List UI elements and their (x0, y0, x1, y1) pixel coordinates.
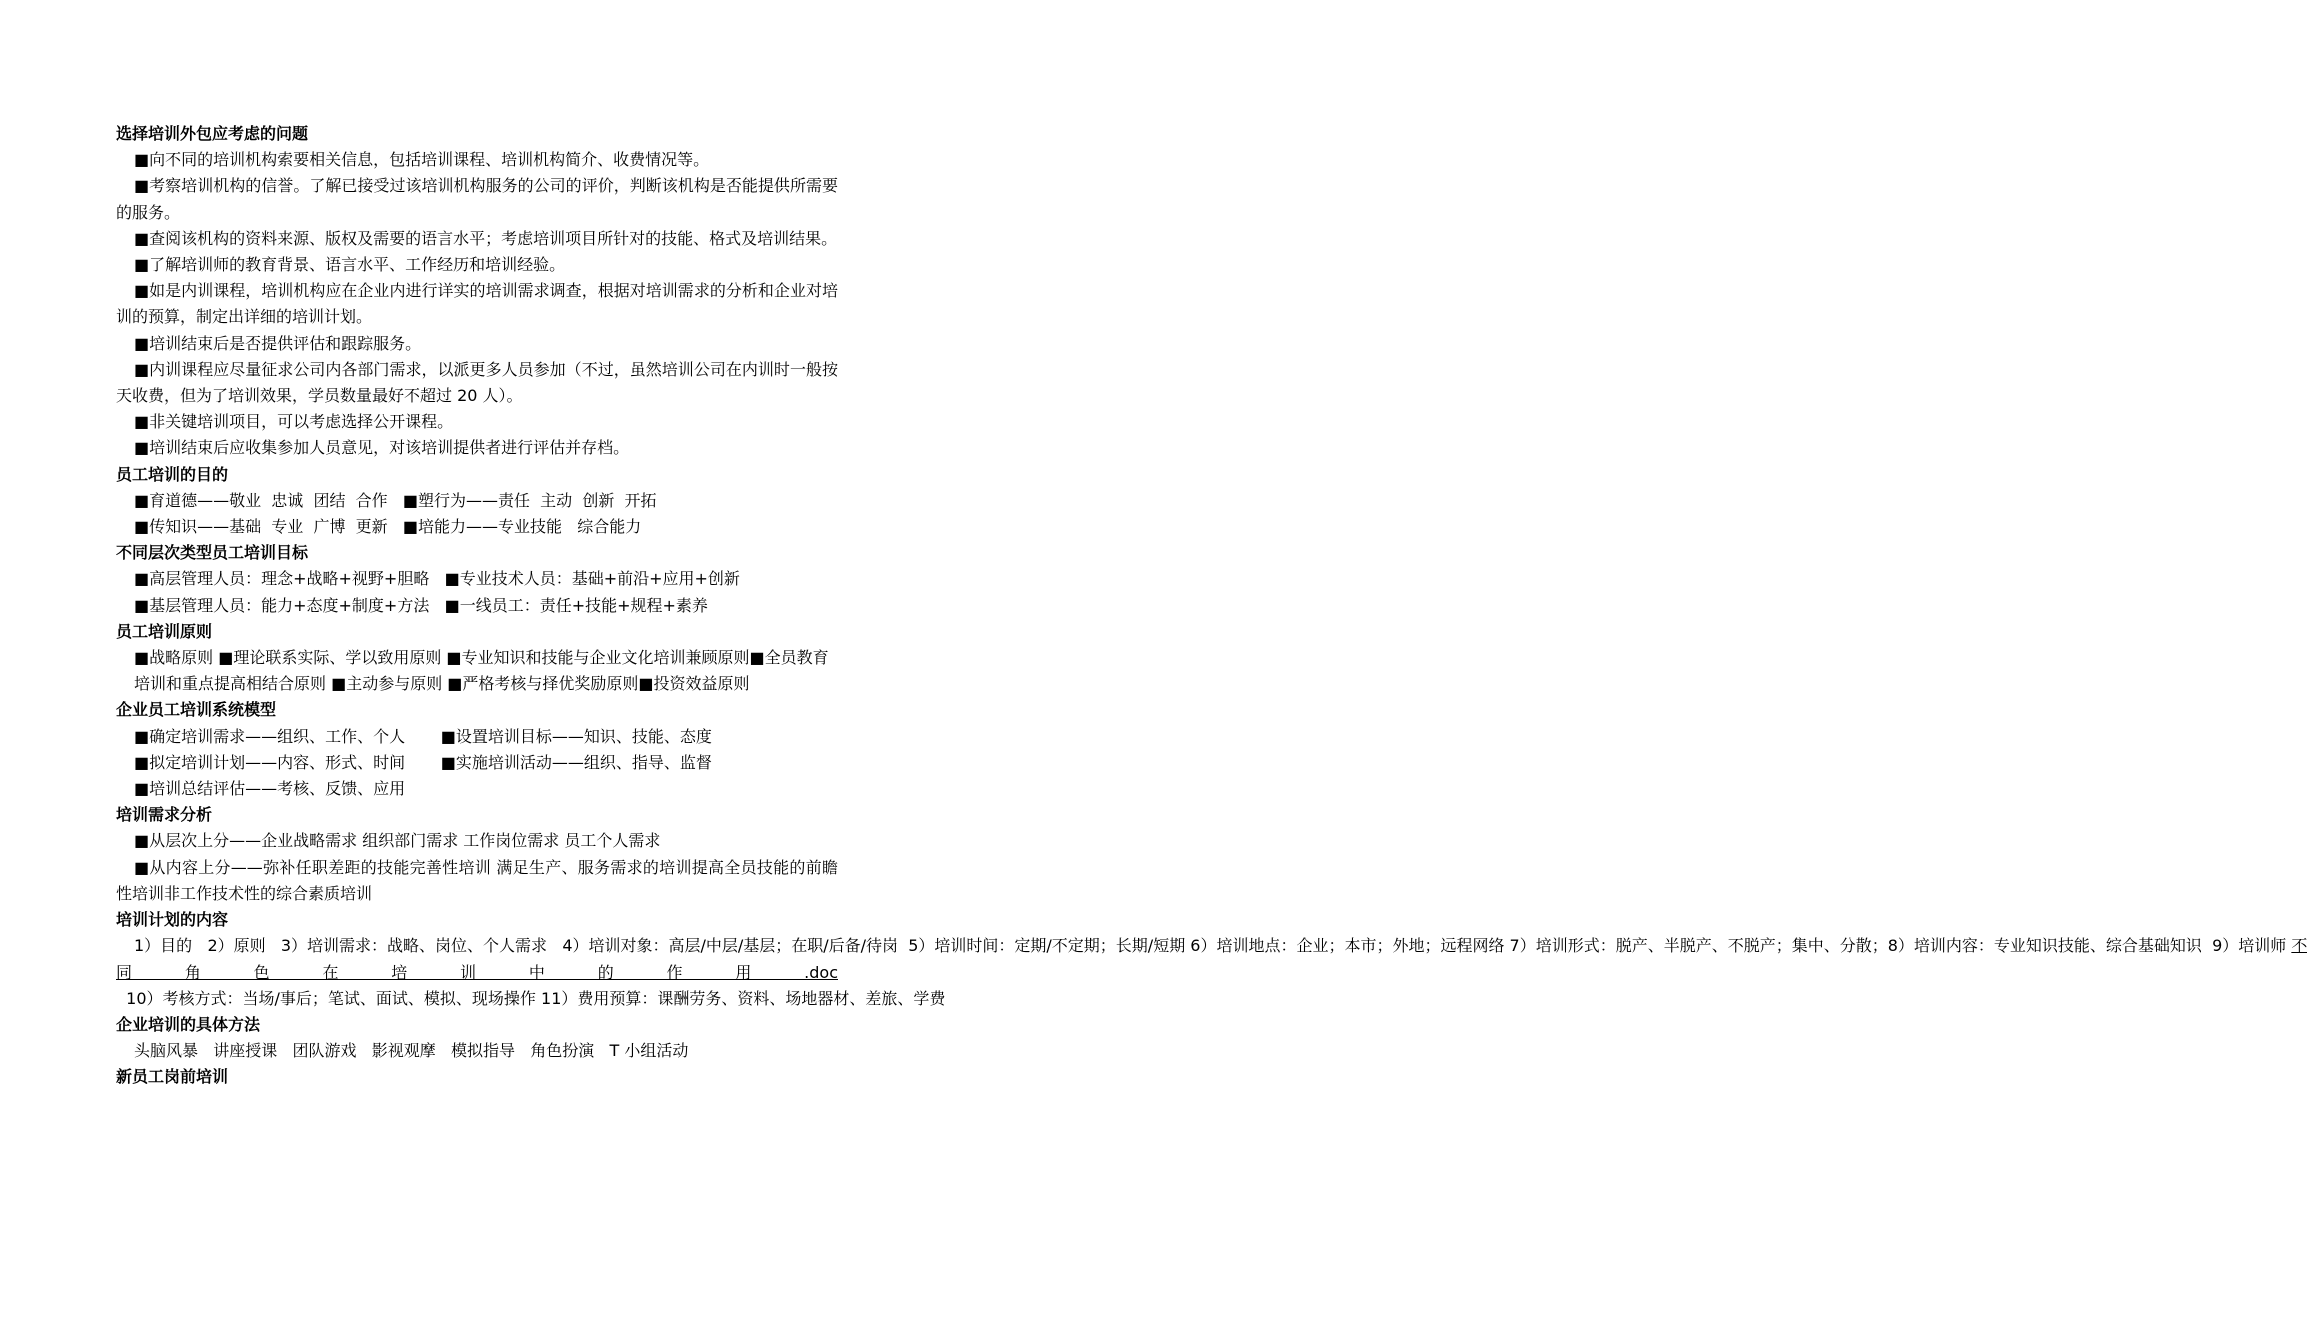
paragraph: ■向不同的培训机构索要相关信息，包括培训课程、培训机构简介、收费情况等。 (134, 150, 710, 170)
principles-block: ■战略原则 ■理论联系实际、学以致用原则 ■专业知识和技能与企业文化培训兼顾原则■全员教育培训和重点提高相结合原则 ■主动参与原则 ■严格考核与择优奖励原则■投资效益原则 (134, 648, 829, 694)
paragraph: ■查阅该机构的资料来源、版权及需要的语言水平；考虑培训项目所针对的技能、格式及培训结果。 (134, 228, 838, 248)
methods-line: 头脑风暴 讲座授课 团队游戏 影视观摩 模拟指导 角色扮演 T 小组活动 (134, 1041, 689, 1061)
paragraph: ■培训结束后应收集参加人员意见，对该培训提供者进行评估并存档。 (134, 438, 630, 458)
section-heading: 新员工岗前培训 (116, 1067, 229, 1087)
section-heading: 员工培训原则 (116, 621, 213, 641)
bullet-line: ■育道德——敬业 忠诚 团结 合作 ■塑行为——责任 主动 创新 开拓 (134, 490, 657, 510)
document-body (116, 121, 2307, 1091)
bullet-line: ■确定培训需求——组织、工作、个人 ■设置培训目标——知识、技能、态度 (134, 726, 712, 746)
paragraph: ■从内容上分——弥补任职差距的技能完善性培训 满足生产、服务需求的培训提高全员技能的前瞻性培训非工作技术性的综合素质培训 (116, 857, 838, 903)
section-heading: 培训计划的内容 (116, 910, 229, 930)
section-heading: 企业培训的具体方法 (116, 1014, 261, 1034)
paragraph: ■从层次上分——企业战略需求 组织部门需求 工作岗位需求 员工个人需求 (134, 831, 661, 851)
plan-text-end: 10）考核方式：当场/事后；笔试、面试、模拟、现场操作 11）费用预算：课酬劳务、资料、场地器材、差旅、学费 (116, 988, 946, 1008)
paragraph: ■如是内训课程，培训机构应在企业内进行详实的培训需求调查，根据对培训需求的分析和企业对培训的预算，制定出详细的培训计划。 (116, 281, 838, 327)
paragraph: ■内训课程应尽量征求公司内各部门需求，以派更多人员参加（不过，虽然培训公司在内训时一般按天收费，但为了培训效果，学员数量最好不超过 20 人）。 (116, 359, 838, 406)
plan-text-start: 1）目的 2）原则 3）培训需求：战略、岗位、个人需求 4）培训对象：高层/中层/基层；在职/后备/待岗 5）培训时间：定期/不定期；长期/短期 6）培训地点：企业；本市；外地；远程网络 7）培训形式：脱产、半脱产、不脱产；集中、分散；8）培训内容：专业知识技能、综合基础知识 9）培训师 (134, 936, 2292, 956)
bullet-line: ■拟定培训计划——内容、形式、时间 ■实施培训活动——组织、指导、监督 (134, 752, 712, 772)
paragraph: ■培训结束后是否提供评估和跟踪服务。 (134, 333, 422, 353)
section-heading: 选择培训外包应考虑的问题 (116, 124, 309, 143)
bullet-line: ■高层管理人员：理念+战略+视野+胆略 ■专业技术人员：基础+前沿+应用+创新 (134, 569, 740, 589)
paragraph: ■非关键培训项目，可以考虑选择公开课程。 (134, 412, 454, 432)
paragraph: ■考察培训机构的信誉。了解已接受过该培训机构服务的公司的评价，判断该机构是否能提供所需要的服务。 (116, 176, 838, 222)
paragraph: ■了解培训师的教育背景、语言水平、工作经历和培训经验。 (134, 255, 566, 275)
bullet-line: ■基层管理人员：能力+态度+制度+方法 ■一线员工：责任+技能+规程+素养 (134, 595, 708, 615)
section-heading: 不同层次类型员工培训目标 (116, 543, 309, 563)
section-heading: 培训需求分析 (116, 805, 213, 825)
document-link[interactable]: 不同角色在培训中的作用.doc (116, 936, 2307, 982)
training-plan-paragraph (116, 933, 2307, 1012)
section-heading: 企业员工培训系统模型 (116, 700, 277, 720)
bullet-line: ■培训总结评估——考核、反馈、应用 (134, 779, 406, 799)
section-heading: 员工培训的目的 (116, 464, 229, 484)
bullet-line: ■传知识——基础 专业 广博 更新 ■培能力——专业技能 综合能力 (134, 517, 642, 537)
